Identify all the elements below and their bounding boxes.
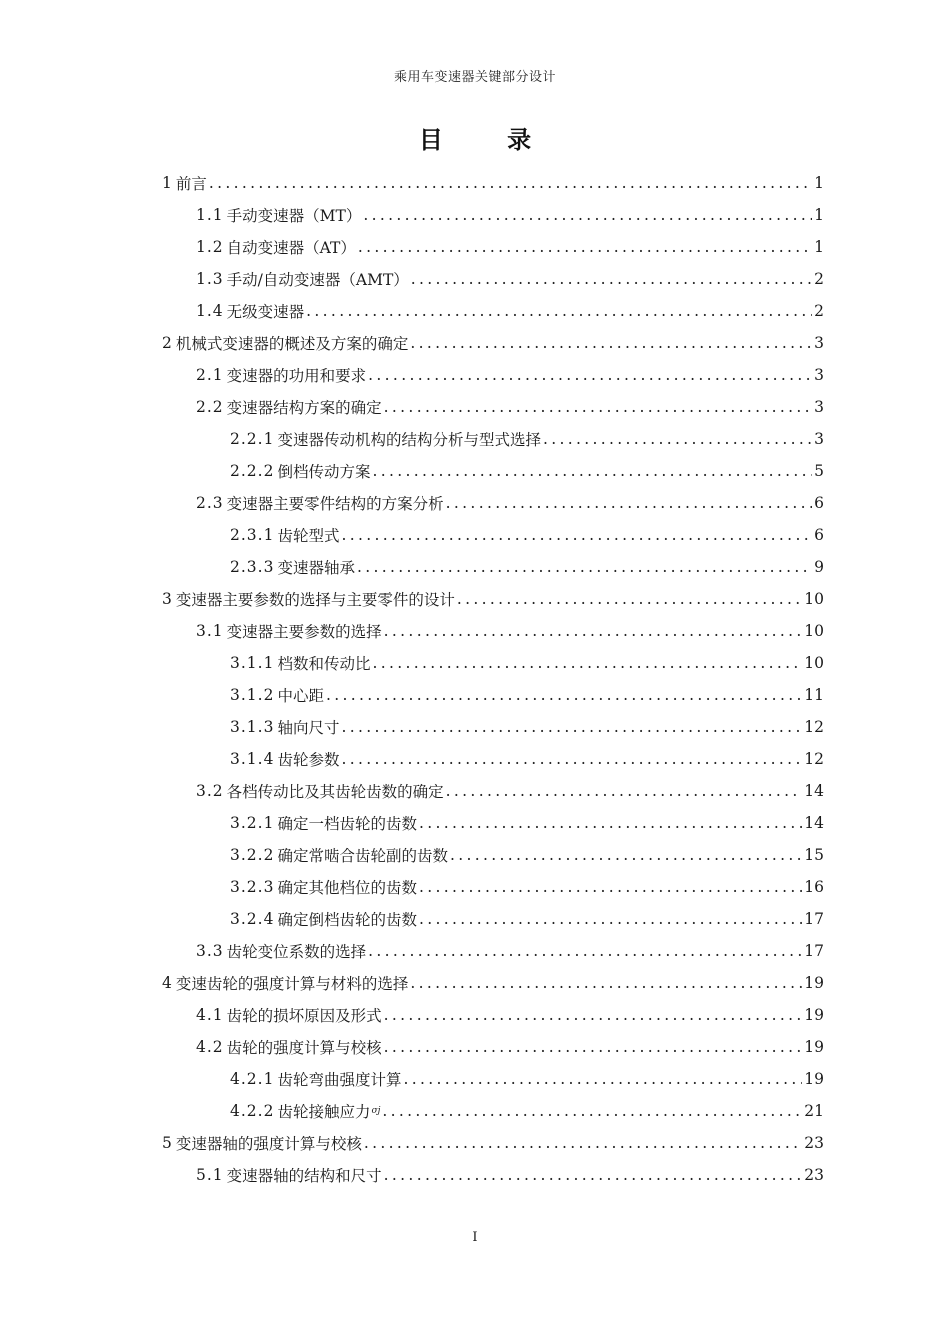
toc-entry-page: 23	[804, 1134, 824, 1152]
toc-entry-number: 4.2.2	[230, 1102, 275, 1120]
toc-leader-dots	[341, 750, 802, 768]
toc-entry-label: 齿轮接触应力	[277, 1103, 371, 1121]
toc-entry-number: 3.1.3	[230, 718, 275, 736]
toc-entry[interactable]	[162, 263, 824, 295]
toc-leader-dots	[363, 206, 812, 224]
toc-entry-label: 手动/自动变速器（AMT）	[226, 271, 409, 289]
toc-entry-page: 9	[814, 558, 824, 576]
toc-entry-number: 2.3.1	[230, 526, 275, 544]
toc-leader-dots	[384, 1038, 803, 1056]
page-number: I	[472, 1230, 478, 1245]
toc-entry-number: 2.1	[196, 366, 224, 384]
toc-entry-label: 各档传动比及其齿轮齿数的确定	[226, 783, 444, 801]
toc-entry-label: 手动变速器（MT）	[226, 207, 362, 225]
toc-entry-page: 15	[804, 846, 824, 864]
toc-entry-page: 19	[804, 974, 824, 992]
toc-entry[interactable]	[162, 743, 824, 775]
toc-entry-label: 变速器的功用和要求	[226, 367, 367, 385]
toc-entry-label: 变速器主要参数的选择与主要零件的设计	[175, 591, 455, 609]
toc-leader-dots	[384, 622, 803, 640]
toc-entry-number: 3.1.2	[230, 686, 275, 704]
toc-leader-dots	[410, 334, 812, 352]
toc-entry[interactable]	[162, 359, 824, 391]
toc-entry-number: 1.4	[196, 302, 224, 320]
toc-entry[interactable]	[162, 1063, 824, 1095]
toc-entry-label: 变速器主要零件结构的方案分析	[226, 495, 444, 513]
toc-entry-label: 变速器传动机构的结构分析与型式选择	[277, 431, 541, 449]
toc-leader-dots	[306, 302, 812, 320]
toc-entry-number: 5	[162, 1134, 173, 1152]
toc-entry-page: 10	[804, 654, 824, 672]
toc-leader-dots	[384, 1006, 803, 1024]
toc-entry-number: 2.2.1	[230, 430, 275, 448]
toc-entry-page: 19	[804, 1070, 824, 1088]
toc-entry-label: 前言	[175, 175, 207, 193]
toc-entry-page: 17	[804, 942, 824, 960]
toc-entry[interactable]	[162, 583, 824, 615]
toc-entry-label: 无级变速器	[226, 303, 305, 321]
toc-entry[interactable]	[162, 327, 824, 359]
toc-entry[interactable]	[162, 999, 824, 1031]
toc-entry-page: 2	[814, 302, 824, 320]
toc-leader-dots	[419, 878, 802, 896]
toc-leader-dots	[410, 974, 802, 992]
toc-entry-symbol: σj	[371, 1106, 381, 1116]
toc-entry-page: 5	[814, 462, 824, 480]
toc-entry-label: 齿轮型式	[277, 527, 340, 545]
toc-entry[interactable]	[162, 1159, 824, 1191]
toc-entry-page: 3	[814, 430, 824, 448]
toc-entry-page: 3	[814, 334, 824, 352]
toc-entry-page: 12	[804, 750, 824, 768]
toc-entry-number: 4.2	[196, 1038, 224, 1056]
toc-leader-dots	[341, 718, 802, 736]
toc-entry-number: 1.2	[196, 238, 224, 256]
toc-entry-page: 21	[804, 1102, 824, 1120]
toc-leader-dots	[543, 430, 812, 448]
toc-leader-dots	[209, 174, 812, 192]
toc-entry-label: 齿轮参数	[277, 751, 340, 769]
toc-entry[interactable]	[162, 1095, 824, 1127]
toc-entry[interactable]	[162, 231, 824, 263]
toc-entry[interactable]	[162, 487, 824, 519]
toc-entry[interactable]	[162, 871, 824, 903]
toc-leader-dots	[411, 270, 812, 288]
toc-entry-label: 变速器轴承	[277, 559, 355, 577]
toc-leader-dots	[382, 1102, 802, 1120]
toc-entry[interactable]	[162, 1127, 824, 1159]
toc-entry-page: 17	[804, 910, 824, 928]
toc-leader-dots	[446, 494, 812, 512]
toc-leader-dots	[384, 398, 812, 416]
toc-entry[interactable]	[162, 711, 824, 743]
toc-entry[interactable]	[162, 647, 824, 679]
toc-title: 目 录	[418, 126, 560, 154]
toc-entry[interactable]	[162, 935, 824, 967]
toc-entry-page: 14	[804, 782, 824, 800]
toc-leader-dots	[368, 366, 812, 384]
toc-entry-page: 6	[814, 526, 824, 544]
toc-entry-page: 1	[814, 174, 824, 192]
toc-entry-page: 2	[814, 270, 824, 288]
table-of-contents	[162, 167, 824, 1191]
toc-entry-page: 23	[804, 1166, 824, 1184]
toc-entry-number: 2	[162, 334, 173, 352]
toc-entry[interactable]	[162, 839, 824, 871]
toc-entry-number: 3.2.2	[230, 846, 275, 864]
toc-entry-page: 3	[814, 366, 824, 384]
toc-entry[interactable]	[162, 775, 824, 807]
toc-entry-number: 3.1	[196, 622, 224, 640]
toc-entry-number: 3.2.1	[230, 814, 275, 832]
toc-entry[interactable]	[162, 551, 824, 583]
toc-entry-page: 1	[814, 206, 824, 224]
toc-entry-number: 3.2	[196, 782, 224, 800]
toc-entry[interactable]	[162, 295, 824, 327]
toc-entry-number: 4	[162, 974, 173, 992]
toc-entry-page: 11	[804, 686, 824, 704]
toc-entry-label: 齿轮弯曲强度计算	[277, 1071, 402, 1089]
toc-leader-dots	[384, 1166, 803, 1184]
toc-entry-number: 2.2	[196, 398, 224, 416]
toc-entry-label: 确定一档齿轮的齿数	[277, 815, 417, 833]
toc-leader-dots	[364, 1134, 802, 1152]
toc-entry[interactable]	[162, 615, 824, 647]
toc-entry-number: 1	[162, 174, 173, 192]
toc-leader-dots	[358, 238, 812, 256]
toc-entry-page: 19	[804, 1038, 824, 1056]
toc-entry-page: 14	[804, 814, 824, 832]
running-header: 乘用车变速器关键部分设计	[393, 70, 556, 85]
toc-leader-dots	[450, 846, 802, 864]
toc-entry-label: 确定常啮合齿轮副的齿数	[277, 847, 448, 865]
toc-entry-label: 自动变速器（AT）	[226, 239, 356, 257]
toc-entry-label: 机械式变速器的概述及方案的确定	[175, 335, 409, 353]
toc-entry-number: 3.1.1	[230, 654, 275, 672]
toc-entry[interactable]	[162, 1031, 824, 1063]
toc-entry-page: 1	[814, 238, 824, 256]
toc-entry-number: 3	[162, 590, 173, 608]
toc-entry-page: 10	[804, 590, 824, 608]
toc-entry-number: 1.1	[196, 206, 224, 224]
toc-entry-number: 2.3	[196, 494, 224, 512]
toc-leader-dots	[403, 1070, 802, 1088]
toc-entry-label: 齿轮的强度计算与校核	[226, 1039, 382, 1057]
toc-entry-number: 1.3	[196, 270, 224, 288]
toc-entry-number: 5.1	[196, 1166, 224, 1184]
toc-entry[interactable]	[162, 519, 824, 551]
toc-entry-number: 4.2.1	[230, 1070, 275, 1088]
toc-leader-dots	[357, 558, 812, 576]
toc-entry-label: 变速器轴的强度计算与校核	[175, 1135, 362, 1153]
toc-leader-dots	[446, 782, 803, 800]
toc-leader-dots	[457, 590, 802, 608]
toc-entry-label: 变速齿轮的强度计算与材料的选择	[175, 975, 409, 993]
toc-entry-label: 变速器轴的结构和尺寸	[226, 1167, 382, 1185]
toc-entry[interactable]	[162, 455, 824, 487]
toc-entry-label: 齿轮的损坏原因及形式	[226, 1007, 382, 1025]
toc-entry[interactable]	[162, 807, 824, 839]
toc-entry-page: 12	[804, 718, 824, 736]
toc-leader-dots	[341, 526, 812, 544]
toc-leader-dots	[419, 910, 802, 928]
toc-entry-number: 2.2.2	[230, 462, 275, 480]
toc-leader-dots	[326, 686, 802, 704]
toc-entry-page: 3	[814, 398, 824, 416]
toc-entry-label: 变速器结构方案的确定	[226, 399, 382, 417]
toc-leader-dots	[372, 462, 812, 480]
toc-entry-number: 3.2.4	[230, 910, 275, 928]
toc-entry-number: 3.2.3	[230, 878, 275, 896]
toc-leader-dots	[368, 942, 802, 960]
toc-entry[interactable]	[162, 679, 824, 711]
toc-entry[interactable]	[162, 391, 824, 423]
toc-leader-dots	[419, 814, 802, 832]
toc-entry-page: 16	[804, 878, 824, 896]
toc-entry-label: 变速器主要参数的选择	[226, 623, 382, 641]
toc-entry[interactable]	[162, 199, 824, 231]
toc-entry-page: 6	[814, 494, 824, 512]
toc-entry[interactable]	[162, 423, 824, 455]
toc-entry-label: 确定其他档位的齿数	[277, 879, 417, 897]
toc-leader-dots	[372, 654, 802, 672]
toc-entry-number: 3.3	[196, 942, 224, 960]
toc-entry-label: 档数和传动比	[277, 655, 371, 673]
toc-entry-number: 4.1	[196, 1006, 224, 1024]
toc-entry-label: 齿轮变位系数的选择	[226, 943, 367, 961]
toc-entry-label: 确定倒档齿轮的齿数	[277, 911, 417, 929]
toc-entry-page: 10	[804, 622, 824, 640]
toc-entry-label: 倒档传动方案	[277, 463, 371, 481]
toc-entry-label: 中心距	[277, 687, 324, 705]
toc-entry-page: 19	[804, 1006, 824, 1024]
toc-entry-number: 3.1.4	[230, 750, 275, 768]
toc-entry[interactable]	[162, 167, 824, 199]
toc-entry-label: 轴向尺寸	[277, 719, 340, 737]
toc-entry[interactable]	[162, 903, 824, 935]
toc-entry-number: 2.3.3	[230, 558, 275, 576]
toc-entry[interactable]	[162, 967, 824, 999]
